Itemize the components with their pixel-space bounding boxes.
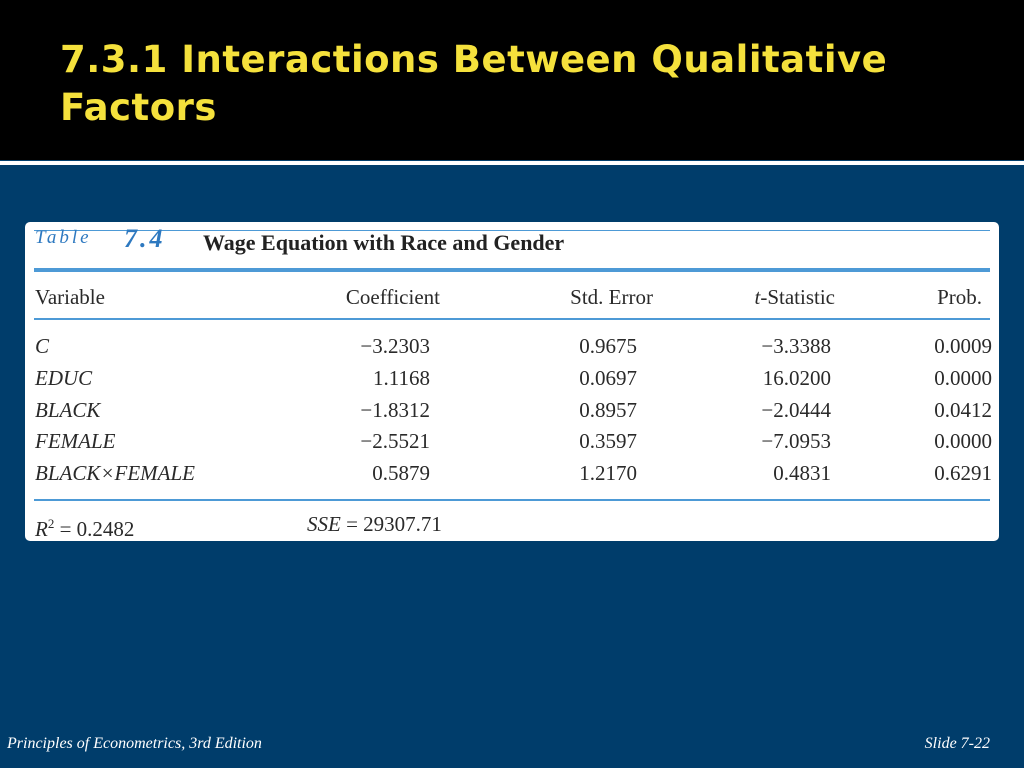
cell-variable: BLACK×FEMALE	[35, 461, 196, 485]
cell-t-statistic: 0.4831	[773, 461, 831, 485]
table-caption: Wage Equation with Race and Gender	[203, 230, 565, 255]
caption-rule	[34, 268, 990, 272]
r-squared-value: = 0.2482	[54, 517, 135, 541]
cell-prob: 0.0009	[934, 334, 992, 358]
r-squared-exponent: 2	[47, 516, 55, 531]
header-rule	[34, 318, 990, 320]
header-t-rest: -Statistic	[760, 285, 835, 309]
cell-prob: 0.0000	[934, 366, 992, 390]
cell-variable: BLACK	[35, 398, 101, 422]
cell-std-error: 0.8957	[579, 398, 637, 422]
header-prob: Prob.	[937, 285, 982, 309]
cell-prob: 0.6291	[934, 461, 992, 485]
table-label-word: Table	[35, 227, 92, 248]
header-t-italic: t	[754, 285, 761, 309]
cell-coefficient: −3.2303	[360, 334, 430, 358]
cell-std-error: 0.3597	[579, 429, 637, 453]
cell-coefficient: −1.8312	[360, 398, 430, 422]
header-t-statistic	[685, 285, 835, 309]
cell-t-statistic: −3.3388	[761, 334, 831, 358]
cell-variable: EDUC	[35, 366, 93, 390]
cell-coefficient: −2.5521	[360, 429, 430, 453]
title-bar	[0, 0, 1024, 160]
header-coefficient: Coefficient	[345, 285, 440, 309]
cell-std-error: 0.9675	[579, 334, 637, 358]
cell-coefficient: 1.1168	[373, 366, 430, 390]
cell-t-statistic: −7.0953	[761, 429, 831, 453]
sse-symbol: SSE	[307, 512, 341, 536]
footer-slide-number: Slide 7-22	[924, 735, 990, 752]
cell-std-error: 1.2170	[579, 461, 637, 485]
cell-prob: 0.0412	[934, 398, 992, 422]
cell-prob: 0.0000	[934, 429, 992, 453]
table-card	[25, 222, 999, 541]
cell-coefficient: 0.5879	[372, 461, 430, 485]
title-divider	[0, 161, 1024, 165]
r-squared-symbol: R	[35, 517, 48, 541]
cell-t-statistic: 16.0200	[762, 366, 831, 390]
slide-title: 7.3.1 Interactions Between Qualitative Factors	[60, 38, 888, 129]
cell-t-statistic: −2.0444	[761, 398, 831, 422]
cell-variable: C	[35, 334, 50, 358]
cell-std-error: 0.0697	[579, 366, 637, 390]
cell-variable: FEMALE	[35, 429, 116, 453]
header-variable: Variable	[35, 285, 105, 309]
r-squared	[35, 512, 134, 541]
footer-rule	[34, 499, 990, 501]
footer-book-title: Principles of Econometrics, 3rd Edition	[7, 735, 262, 752]
header-std-error: Std. Error	[570, 285, 653, 309]
sse-value: = 29307.71	[340, 512, 442, 536]
table-label-number: 7.4	[124, 224, 166, 253]
sse	[307, 512, 442, 536]
